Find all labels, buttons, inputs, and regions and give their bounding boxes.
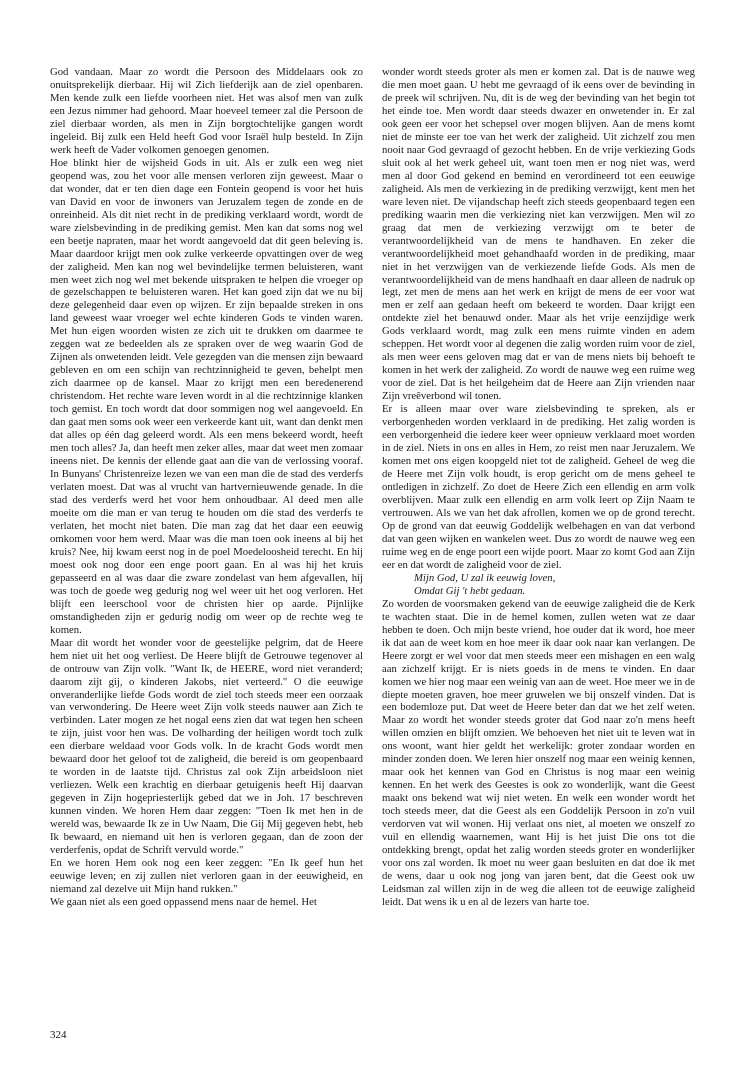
paragraph: Er is alleen maar over ware zielsbevinding te spreken, als er verborgenheden worden verklaard in de prediking. Het zalig worden is een verborgenheid die iedere keer weer opnieuw verklaard moet worden in de ziel. Niets in ons en alles in Hem, zo reist men naar Jeruzalem. We komen met ons eigen koopgeld niet tot de zaligheid. Geheel de weg die de Heere met Zijn volk houdt, is erop gericht om de mens geheel te ontledigen in zichzelf. Zo doet de Heere Zich een ellendig en arm volk overblijven. Maar zulk een ellendig en arm volk leert op Zijn Naam te vertrouwen. Als we van het dak afrollen, komen we op de grond terecht. Op de grond van dat eeuwig Goddelijk welbehagen en van dat verbond dat van geen wijken en wankelen weet. Dus zo wordt de nauwe weg een ruime weg en de enge poort een wijde poort. Maar zo komt God aan Zijn eer en dat wordt de zaligheid voor de ziel. bbox=[382, 403, 695, 571]
page-number: 324 bbox=[50, 1029, 67, 1041]
verse-line: Mijn God, U zal ik eeuwig loven, bbox=[414, 571, 556, 584]
paragraph: Hoe blinkt hier de wijsheid Gods in uit. Als er zulk een weg niet geopend was, zou het voor alle mensen verloren zijn geweest. Maar o dat wonder, dat er ten dien dage een Fontein geopend is voor het huis van David en voor de inwoners van Jeruzalem tegen de zonde en de onreinheid. Als dit niet recht in de prediking verklaard wordt, wordt de ware zielsbevinding in de prediking gemist. Men kan dat soms nog wel een beetje napraten, maar het wordt aangevoeld dat dit geen beleving is. Maar daardoor krijgt men ook zulke verkeerde opvattingen over de weg der zaligheid. Men kan nog wel bevindelijke termen beluisteren, want men weet zich nog wel met bekende uitspraken te helpen die vroeger op de gezelschappen te beluisteren waren. Het kan goed zijn dat we nu bij deze gelegenheid daar even op wijzen. Er zijn bepaalde streken in ons land geweest waar vroeger wel echte kinderen Gods te vinden waren. Met hun eigen woorden wisten ze zich uit te drukken om daarmee te zeggen wat ze bedeelden als ze spraken over de weg waarin God de Zijnen als onwetenden leidt. Vele gezegden van die mensen zijn bewaard gebleven en om een schijn van rechtzinnigheid te geven, behelpt men zich daarmee op de kansel. Maar zo krijgt men een beredenerend christendom. Het rechte ware leven wordt in al die rechtzinnige klanken toch gemist. En toch wordt dat door sommigen nog wel aangevoeld. En dan gaat men soms ook weer een verkeerde kant uit, want dan denkt men dat alles op één dag geleerd wordt. Als een mens bekeerd wordt, heeft men toch alles? Ja, dan heeft men zeker alles, maar dat weet men zomaar ineens niet. De kennis der ellende gaat aan die van de verlossing vooraf. In Bunyans' Christenreize lezen we van een man die de stad des verderfs verlaten moest. Dat was al vrucht van hartvernieuwende genade. In die stad des verderfs werd het voor hem onhoudbaar. Al deed men alle moeite om die man er van terug te houden om die stad des verderfs te verlaten, het mocht niet baten. Die man zag dat het daar een eeuwig omkomen voor hem werd. Maar was die man toen ook ineens al bij het kruis? Nee, hij kwam eerst nog in de poel Moedeloosheid terecht. En hij moest ook nog door een enge poort gaan. En al was hij het kruis gepasseerd en al was daar die zware zondelast van hem afgevallen, hij was toch de goede weg gedurig nog wel weer uit het oog verloren. Het blijft een leerschool voor de christen hier op aarde. Pijnlijke omstandigheden zijn er gedurig nodig om weer op de rechte weg te komen. bbox=[50, 156, 363, 636]
paragraph: God vandaan. Maar zo wordt die Persoon des Middelaars ook zo onuitsprekelijk dierbaar. Hij wil Zich liefderijk aan de ziel openbaren. Men kende zulk een liefde voorheen niet. Het was alsof men van zulk een Jezus nimmer had gehoord. Maar hoeveel temeer zal die Persoon de ziel dierbaar worden, als men in Zijn borgtochtelijke gangen wordt ingeleid. Bij zulk een Held heeft God voor Israël hulp besteld. In Zijn werk heeft de Vader volkomen genoegen genomen. bbox=[50, 66, 363, 156]
paragraph: Maar dit wordt het wonder voor de geestelijke pelgrim, dat de Heere hem niet uit het oog verliest. De Heere blijft de Getrouwe tegenover al de ontrouw van Zijn volk. "Want Ik, de HEERE, word niet veranderd; daarom zijt gij, o kinderen Jakobs, niet verteerd." O die eeuwige onveranderlijke liefde Gods wordt de ziel toch steeds meer een oorzaak van verwondering. De Heere weet Zijn volk steeds nauwer aan Zich te verbinden. Later mogen ze het nogal eens zien dat wat tegen hen scheen te zijn, juist voor hen was. De volharding der heiligen wordt toch zulk een dierbare weldaad voor Gods volk. In de kracht Gods wordt men bewaard door het geloof tot de zaligheid, die bereid is om geopenbaard te worden in de laatste tijd. Christus zal ook Zijn arbeidsloon niet verliezen. Welk een krachtig en dierbaar getuigenis heeft Hij daarvan gegeven in Zijn hogepriesterlijk gebed dat we in Joh. 17 beschreven kunnen vinden. We horen Hem daar zeggen: "Toen Ik met hen in de wereld was, bewaarde Ik ze in Uw Naam, Die Gij Mij gegeven hebt, heb Ik bewaard, en niemand uit hen is verloren gegaan, dan de zoon der verderfenis, opdat de Schrift vervuld worde." bbox=[50, 636, 363, 857]
paragraph: En we horen Hem ook nog een keer zeggen: "En Ik geef hun het eeuwige leven; en zij zullen niet verloren gaan in der eeuwigheid, en niemand zal dezelve uit Mijn hand rukken." bbox=[50, 857, 363, 896]
paragraph: We gaan niet als een goed oppassend mens naar de hemel. Het bbox=[50, 896, 317, 908]
paragraph: Zo worden de voorsmaken gekend van de eeuwige zaligheid die de Kerk te wachten staat. Die in de hemel komen, zullen weten wat ze daar hebben te doen. Och mijn beste vriend, hoe ouder dat ik word, hoe meer ik dat aan de weet kom en hoe meer ik daar ook naar kan verlangen. De Heere zorgt er wel voor dat men steeds meer een mishagen en een walg aan zichzelf krijgt. Er is niets goeds in de mens te vinden. En daar komen we hier nog maar een weinig van aan de weet. Hoe meer we in de diepte moeten graven, hoe meer gruwelen we bij onszelf vinden. Dat is een bodemloze put. Dat weet de Heere beter dan dat we het zelf weten. Maar zo wordt het wonder steeds groter dat God naar zo'n mens heeft willen omzien en blijft omzien. We behoeven het niet uit te leven wat in ons woont, want hier geldt het werkelijk: groter zondaar worden en minder zonden doen. We leren hier onszelf nog maar een weinig kennen, maar ook het kennen van God en Christus is nog maar een weinig kennen. En het werk des Geestes is ook zo wonderlijk, want die Geest maakt ons bekend wat wij niet weten. En welk een wonder wordt het toch steeds meer, dat die Geest als een Goddelijk Persoon in zo'n vuil verdorven vat wil wonen. Hij verlaat ons niet, al moeten we onszelf zo vuil en ellendig waarnemen, want Hij is het juist Die ons tot die ontdekking brengt, opdat het zalig worden steeds groter en wonderlijker voor ons zal worden. Ik moet nu weer gaan besluiten en dat doe ik met de wens, daar u ook nog jong van jaren bent, dat die Geest ook uw Leidsman zal willen zijn in de weg die alleen tot de eeuwige zaligheid leidt. Dat wens ik u en al de lezers van harte toe. bbox=[382, 597, 695, 908]
right-column bbox=[382, 66, 695, 1012]
left-column bbox=[50, 66, 363, 1012]
verse-line: Omdat Gij 't hebt gedaan. bbox=[414, 584, 526, 597]
paragraph: wonder wordt steeds groter als men er komen zal. Dat is de nauwe weg die men moet gaan. U hebt me gevraagd of ik eens over de bevinding in de preek wil schrijven. Nu, dit is de weg der bevinding van het begin tot het einde toe. Men wordt daar steeds dwazer en onwetender in. Er zal ook geen eer voor het schepsel over mogen blijven. Aan de mens komt niet de minste eer toe van het werk der zaligheid. Uit zichzelf zou men nooit naar God gevraagd of gezocht hebben. En de vrije verkiezing Gods sluit ook al het werk geheel uit, want toen men er nog niet was, werd men al door God gekend en bemind en verordineerd tot een eeuwige zaligheid. Als men de verkiezing in de prediking verzwijgt, kent men het ware leven niet. De vijandschap heeft zich steeds geopenbaard tegen een prediking waarin men die verkiezing niet kan verzwijgen. Men wil zo graag dat men de verkiezing verzwijgt om te beter de verantwoordelijkheid van de mens te handhaven. En zeker die verantwoordelijkheid moet gehandhaafd worden in de prediking, maar niet in het verzwijgen van de verkiezende liefde Gods. Als men de verantwoordelijkheid van de mens handhaaft en daar alleen de nadruk op legt, zet men de mens aan het werk en krijgt de mens de eer voor wat men er zelf aan gedaan heeft om bekeerd te worden. Daar krijgt een ontdekte ziel het benauwd onder. Maar als het vrije eenzijdige werk Gods verklaard wordt, mag zulk een mens ruimte vinden en adem scheppen. Het wordt voor al degenen die zalig worden ruim voor de ziel, als men weer eens geloven mag dat er van de mens niets bij behoeft te komen in het werk der zaligheid. Zo wordt de nauwe weg een ruime weg voor de ziel. Dat is het heilgeheim dat de Heere aan Zijn vrienden naar Zijn vreêverbond wil tonen. bbox=[382, 66, 695, 403]
